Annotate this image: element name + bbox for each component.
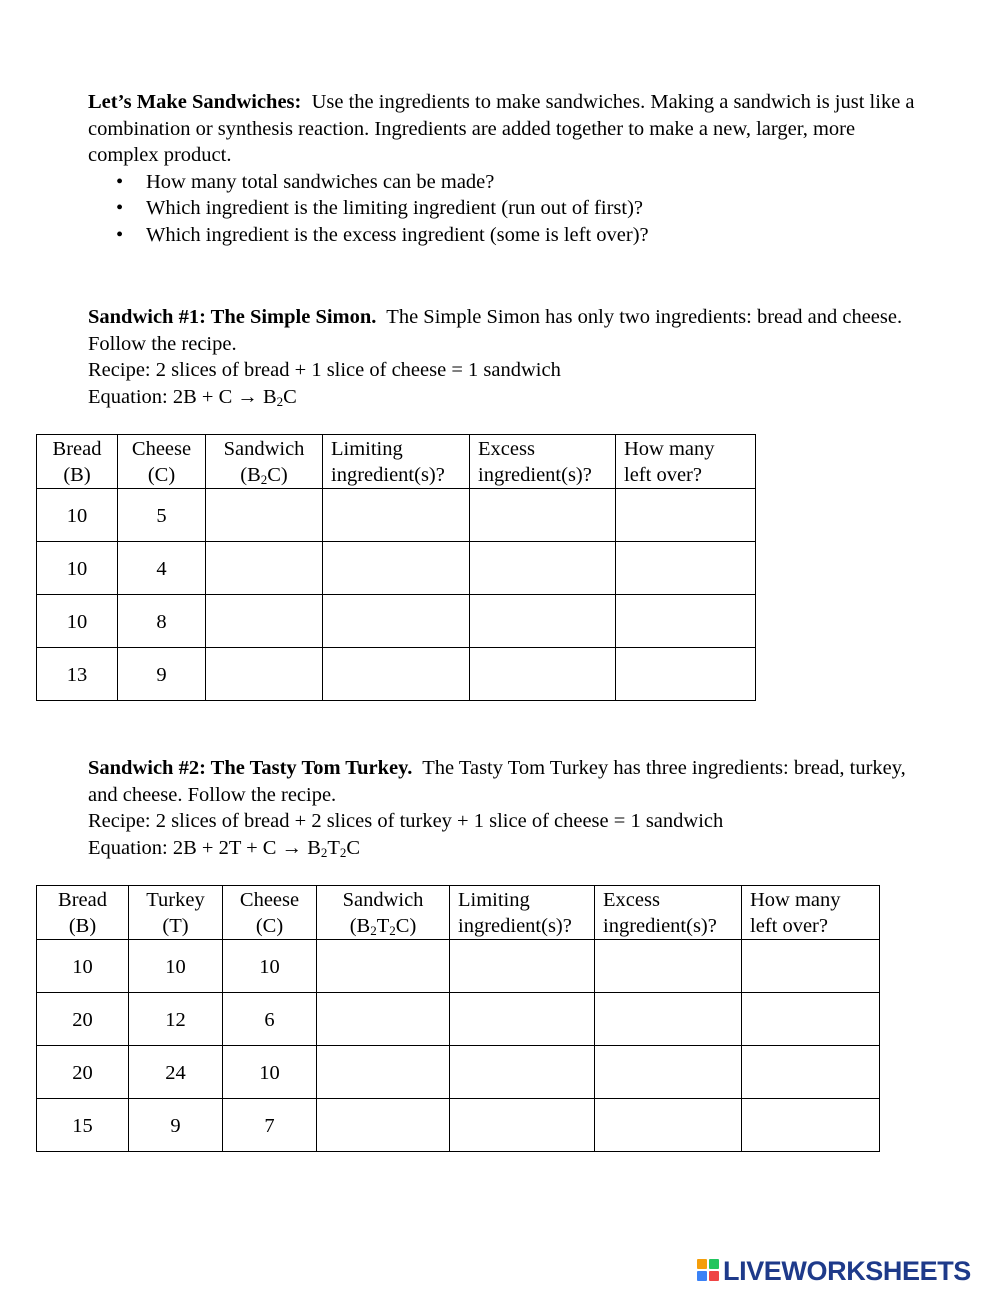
header-limiting: Limiting ingredient(s)? xyxy=(450,886,595,940)
equation-text: C xyxy=(346,836,361,859)
answer-excess[interactable] xyxy=(470,595,616,648)
logo-block xyxy=(697,1271,707,1281)
intro-text: Use the ingredients to make sandwiches. Making a sandwich is just like a combination or synthesis reaction. Ingredients are added together to make a new, larger, more complex product. xyxy=(88,91,915,166)
cell-bread: 10 xyxy=(37,595,118,648)
equation-text: C xyxy=(283,385,297,408)
table-row xyxy=(37,1046,880,1099)
answer-limiting[interactable] xyxy=(450,1046,595,1099)
answer-left-over[interactable] xyxy=(742,993,880,1046)
bullet-item: • How many total sandwiches can be made? xyxy=(146,169,918,196)
header-left-over: How many left over? xyxy=(742,886,880,940)
table-row xyxy=(37,648,756,701)
answer-limiting[interactable] xyxy=(323,648,470,701)
logo-block xyxy=(697,1259,707,1269)
cell-cheese: 4 xyxy=(118,542,206,595)
intro-bullets xyxy=(88,169,918,249)
answer-excess[interactable] xyxy=(470,489,616,542)
table-row xyxy=(37,489,756,542)
cell-bread: 20 xyxy=(37,1046,129,1099)
answer-left-over[interactable] xyxy=(616,595,756,648)
logo-blocks-icon xyxy=(697,1259,721,1283)
answer-left-over[interactable] xyxy=(742,940,880,993)
sandwich1-text: The Simple Simon has only two ingredients: bread and cheese. Follow the recipe. xyxy=(88,306,903,355)
equation-text: Equation: 2B + 2T + C → B xyxy=(88,836,321,859)
answer-excess[interactable] xyxy=(595,993,742,1046)
sandwich1-equation xyxy=(88,384,918,411)
answer-sandwich[interactable] xyxy=(206,542,323,595)
cell-cheese: 6 xyxy=(223,993,317,1046)
sandwich2-equation xyxy=(88,835,918,862)
sandwich1-section xyxy=(88,304,918,410)
sandwich2-text: The Tasty Tom Turkey has three ingredients: bread, turkey, and cheese. Follow the recipe. xyxy=(88,757,906,806)
cell-cheese: 7 xyxy=(223,1099,317,1152)
table-row xyxy=(37,542,756,595)
sandwich1-description xyxy=(88,304,918,357)
answer-sandwich[interactable] xyxy=(206,648,323,701)
equation-subscript: 2 xyxy=(276,393,284,409)
sandwich2-recipe: Recipe: 2 slices of bread + 2 slices of turkey + 1 slice of cheese = 1 sandwich xyxy=(88,810,724,832)
table-header-row xyxy=(37,886,880,940)
cell-cheese: 10 xyxy=(223,1046,317,1099)
table-row xyxy=(37,595,756,648)
bullet-item: • Which ingredient is the excess ingredient (some is left over)? xyxy=(146,222,918,249)
answer-left-over[interactable] xyxy=(616,648,756,701)
table-header-row xyxy=(37,435,756,489)
answer-excess[interactable] xyxy=(470,542,616,595)
answer-sandwich[interactable] xyxy=(206,595,323,648)
logo-text: LIVEWORKSHEETS xyxy=(723,1256,971,1286)
header-bread: Bread (B) xyxy=(37,886,129,940)
cell-turkey: 9 xyxy=(129,1099,223,1152)
answer-left-over[interactable] xyxy=(742,1046,880,1099)
table-row xyxy=(37,993,880,1046)
logo-block xyxy=(709,1271,719,1281)
table-row xyxy=(37,1099,880,1152)
answer-excess[interactable] xyxy=(595,1046,742,1099)
equation-subscript: 2 xyxy=(320,844,328,860)
answer-limiting[interactable] xyxy=(450,940,595,993)
cell-cheese: 5 xyxy=(118,489,206,542)
answer-limiting[interactable] xyxy=(323,595,470,648)
equation-subscript: 2 xyxy=(339,844,347,860)
answer-left-over[interactable] xyxy=(616,489,756,542)
header-excess: Excess ingredient(s)? xyxy=(470,435,616,489)
header-limiting: Limiting ingredient(s)? xyxy=(323,435,470,489)
intro-paragraph xyxy=(88,89,918,169)
sandwich2-section xyxy=(88,755,918,861)
answer-left-over[interactable] xyxy=(742,1099,880,1152)
sandwich1-recipe: Recipe: 2 slices of bread + 1 slice of cheese = 1 sandwich xyxy=(88,359,561,381)
answer-sandwich[interactable] xyxy=(317,1099,450,1152)
liveworksheets-logo[interactable] xyxy=(697,1256,993,1286)
header-cheese: Cheese (C) xyxy=(223,886,317,940)
answer-sandwich[interactable] xyxy=(317,1046,450,1099)
answer-sandwich[interactable] xyxy=(317,993,450,1046)
header-left-over: How many left over? xyxy=(616,435,756,489)
cell-bread: 10 xyxy=(37,489,118,542)
cell-turkey: 10 xyxy=(129,940,223,993)
sandwich2-description xyxy=(88,755,918,808)
sandwich2-table xyxy=(36,885,880,1152)
answer-excess[interactable] xyxy=(595,940,742,993)
intro-title: Let’s Make Sandwiches: xyxy=(88,91,302,113)
sandwich1-title: Sandwich #1: The Simple Simon. xyxy=(88,306,377,328)
cell-cheese: 8 xyxy=(118,595,206,648)
answer-limiting[interactable] xyxy=(450,1099,595,1152)
answer-left-over[interactable] xyxy=(616,542,756,595)
header-sandwich: Sandwich $(B_2C)$ xyxy=(206,435,323,489)
cell-turkey: 24 xyxy=(129,1046,223,1099)
bullet-item: • Which ingredient is the limiting ingredient (run out of first)? xyxy=(146,195,918,222)
equation-text: T xyxy=(327,836,340,859)
header-sandwich: Sandwich $(B_2T_2C)$ xyxy=(317,886,450,940)
cell-cheese: 9 xyxy=(118,648,206,701)
header-bread: Bread (B) xyxy=(37,435,118,489)
sandwich1-table xyxy=(36,434,756,701)
logo-block xyxy=(709,1259,719,1269)
cell-turkey: 12 xyxy=(129,993,223,1046)
cell-bread: 20 xyxy=(37,993,129,1046)
answer-limiting[interactable] xyxy=(450,993,595,1046)
cell-bread: 10 xyxy=(37,542,118,595)
header-turkey: Turkey (T) xyxy=(129,886,223,940)
answer-limiting[interactable] xyxy=(323,542,470,595)
cell-bread: 13 xyxy=(37,648,118,701)
sandwich2-title: Sandwich #2: The Tasty Tom Turkey. xyxy=(88,757,413,779)
answer-sandwich[interactable] xyxy=(317,940,450,993)
answer-excess[interactable] xyxy=(470,648,616,701)
cell-bread: 10 xyxy=(37,940,129,993)
header-excess: Excess ingredient(s)? xyxy=(595,886,742,940)
cell-bread: 15 xyxy=(37,1099,129,1152)
intro-section xyxy=(88,89,918,248)
answer-excess[interactable] xyxy=(595,1099,742,1152)
header-cheese: Cheese (C) xyxy=(118,435,206,489)
table-row xyxy=(37,940,880,993)
answer-sandwich[interactable] xyxy=(206,489,323,542)
cell-cheese: 10 xyxy=(223,940,317,993)
answer-limiting[interactable] xyxy=(323,489,470,542)
equation-text: Equation: 2B + C → B xyxy=(88,385,277,408)
